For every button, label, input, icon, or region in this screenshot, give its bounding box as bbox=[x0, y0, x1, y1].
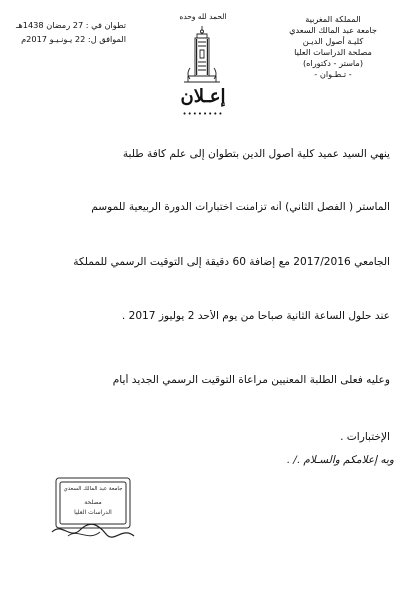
body-line-4: عند حلول الساعة الثانية صباحا من يوم الأحد 2 يوليوز 2017 . bbox=[121, 310, 390, 322]
city-line: - تـطـوان - bbox=[314, 69, 352, 79]
body-line-1: ينهي السيد عميد كلية أصول الدين بتطوان إلى علم كافة طلبة bbox=[122, 148, 390, 160]
body-line-3: الجامعي 2017/2016 مع إضافة 60 دقيقة إلى التوقيت الرسمي للمملكة bbox=[73, 256, 390, 268]
stamp-outer-text: جامعة عبد المالك السعدي bbox=[63, 486, 123, 492]
announcement-title: إعـلان bbox=[180, 86, 226, 107]
body-line-6: الإختبارات . bbox=[340, 431, 390, 443]
official-stamp bbox=[48, 474, 138, 544]
department-line: مصلحة الدراسات العليا bbox=[294, 47, 372, 57]
closing-salutation: وبه إعلامكم والسـلام ./ . bbox=[286, 454, 394, 466]
university-line: جامعة عبد المالك السعدي bbox=[289, 25, 377, 35]
faculty-line: كليـة أصول الديـن bbox=[302, 36, 364, 46]
invocation-text: الحمد لله وحده bbox=[179, 12, 227, 21]
date-block bbox=[6, 18, 126, 46]
body-line-2: الماستر ( الفصل الثاني) أنه تزامنت اختبارات الدورة الربيعية للموسم bbox=[91, 201, 390, 213]
date-hijri: تطوان في : 27 رمضان 1438هـ bbox=[16, 20, 126, 30]
program-line: (ماستر - دكتوراه) bbox=[302, 58, 364, 68]
faculty-logo bbox=[178, 24, 226, 88]
stamp-inner-text-1: مصلحة bbox=[84, 499, 102, 506]
institution-header bbox=[278, 14, 388, 80]
kingdom-line: المملكة المغربية bbox=[305, 14, 361, 24]
body-line-5: وعليه فعلى الطلبة المعنيين مراعاة التوقيت الرسمي الجديد أيام bbox=[112, 374, 390, 386]
date-gregorian: الموافق ل: 22 يـونـيـو 2017م bbox=[21, 34, 126, 44]
title-underline-dots: •••••••• bbox=[182, 110, 224, 118]
stamp-inner-text-2: الدراسات العليا bbox=[74, 509, 112, 516]
